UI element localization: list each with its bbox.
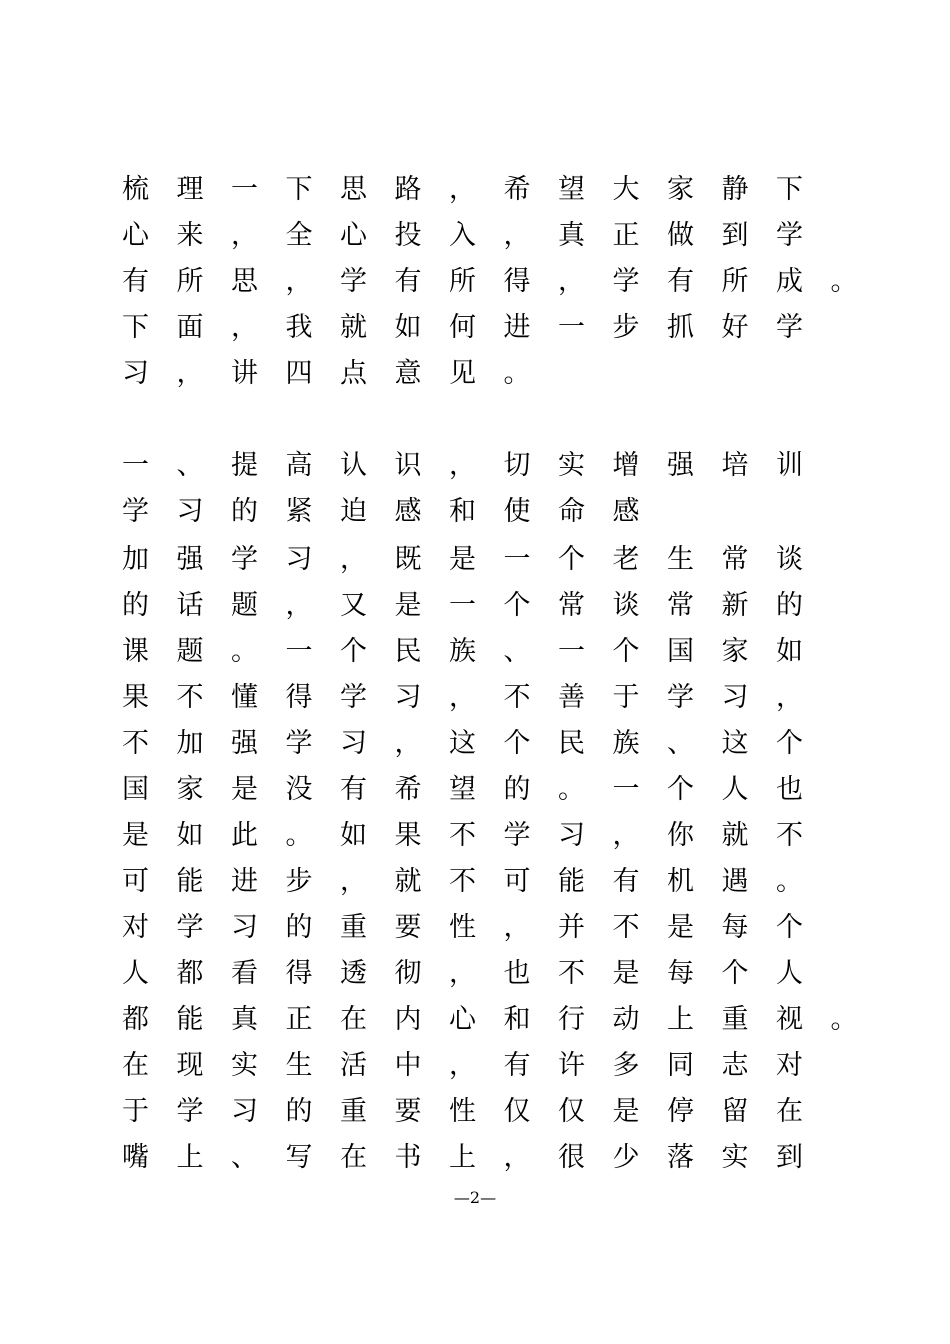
text-line: 的话题，又是一个常谈常新的 — [122, 590, 831, 621]
text-line: 加强学习，既是一个老生常谈 — [122, 544, 831, 575]
text-line: 心来，全心投入，真正做到学 — [122, 220, 831, 251]
text-line: 是如此。如果不学习，你就不 — [122, 820, 831, 851]
text-line: 于学习的重要性仅仅是停留在 — [122, 1096, 831, 1127]
text-line: 嘴上、写在书上，很少落实到 — [122, 1142, 831, 1173]
heading-line: 学习的紧迫感和使命感 — [122, 496, 667, 527]
text-line: 不加强学习，这个民族、这个 — [122, 728, 831, 759]
text-line: 人都看得透彻，也不是每个人 — [122, 958, 831, 989]
text-line: 可能进步，就不可能有机遇。 — [122, 866, 831, 897]
text-line: 课题。一个民族、一个国家如 — [122, 636, 831, 667]
text-line: 都能真正在内心和行动上重视。 — [122, 1004, 885, 1035]
text-line: 对学习的重要性，并不是每个 — [122, 912, 831, 943]
heading-line: 一、提高认识，切实增强培训 — [122, 450, 831, 481]
text-line: 在现实生活中，有许多同志对 — [122, 1050, 831, 1081]
page-number: —2— — [453, 1188, 497, 1207]
text-line: 下面，我就如何进一步抓好学 — [122, 312, 831, 343]
text-line: 果不懂得学习，不善于学习， — [122, 682, 831, 713]
text-line: 国家是没有希望的。一个人也 — [122, 774, 831, 805]
text-line: 习，讲四点意见。 — [122, 358, 558, 389]
text-line: 有所思，学有所得，学有所成。 — [122, 266, 885, 297]
text-line: 梳理一下思路，希望大家静下 — [122, 174, 831, 205]
